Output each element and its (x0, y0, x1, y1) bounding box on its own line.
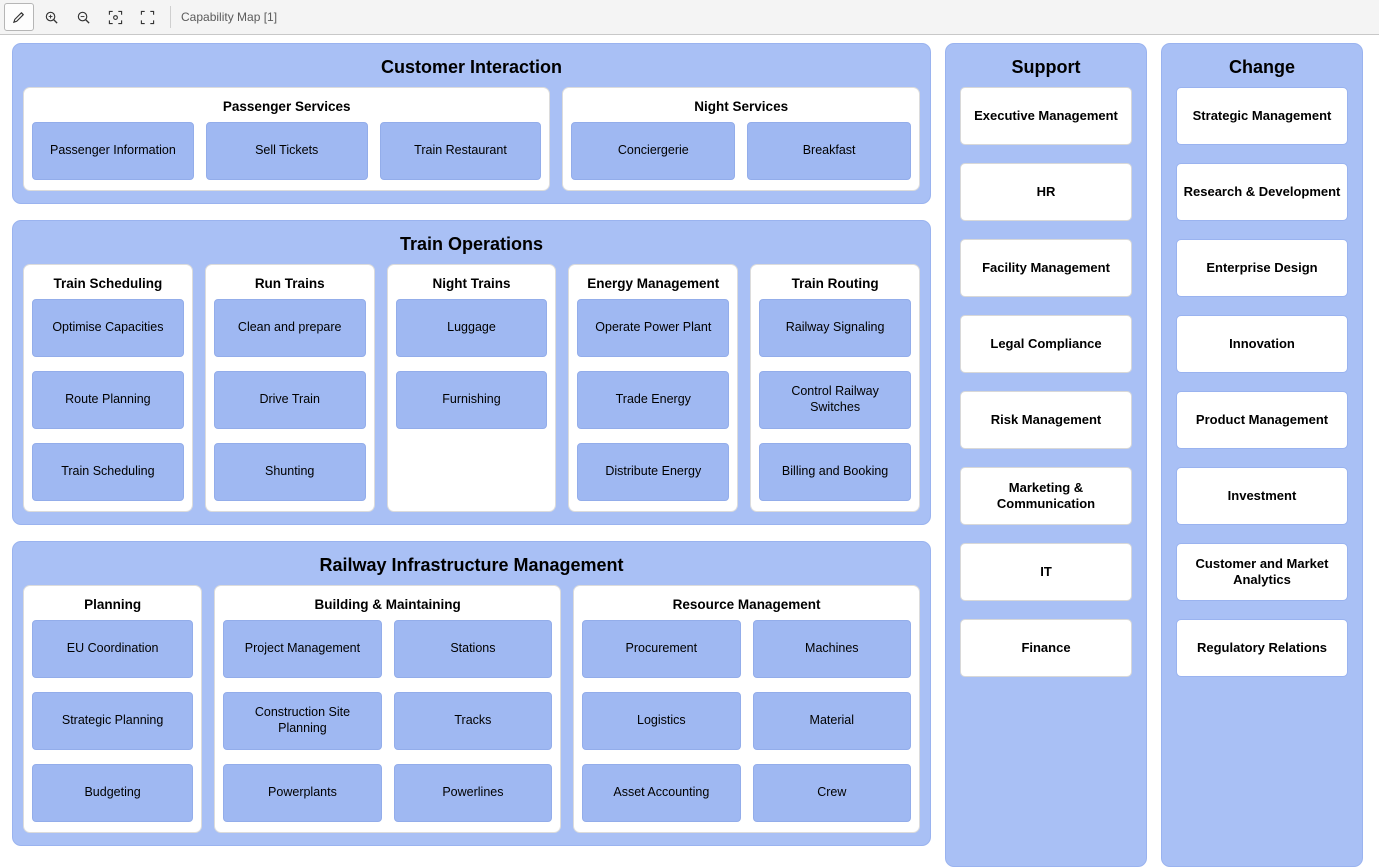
group-support[interactable] (945, 43, 1147, 867)
capability-passenger-information[interactable]: Passenger Information (32, 122, 194, 180)
fit-page-glyph (140, 10, 155, 25)
capability-column (223, 620, 381, 822)
group-title: Customer Interaction (380, 57, 563, 77)
capability-column (214, 299, 366, 501)
capability-breakfast[interactable]: Breakfast (747, 122, 911, 180)
capability-crew[interactable]: Crew (753, 764, 911, 822)
zoom-out-glyph (76, 10, 91, 25)
subgroup-title: Train Routing (791, 276, 879, 291)
capability-column (753, 620, 911, 822)
subgroup-train-scheduling[interactable] (23, 264, 193, 512)
toolbar (0, 0, 1379, 35)
capability-stations[interactable]: Stations (394, 620, 552, 678)
capability-clean-and-prepare[interactable]: Clean and prepare (214, 299, 366, 357)
subgroup-train-routing[interactable] (750, 264, 920, 512)
capability-train-scheduling[interactable]: Train Scheduling (32, 443, 184, 501)
capability-column (747, 122, 911, 180)
subgroup-energy-management[interactable] (568, 264, 738, 512)
capability-columns (223, 620, 552, 822)
capability-procurement[interactable]: Procurement (582, 620, 740, 678)
capability-trade-energy[interactable]: Trade Energy (577, 371, 729, 429)
capability-sell-tickets[interactable]: Sell Tickets (206, 122, 368, 180)
capability-marketing-communication[interactable]: Marketing & Communication (960, 467, 1132, 525)
capability-columns (582, 620, 911, 822)
capability-innovation[interactable]: Innovation (1176, 315, 1348, 373)
capability-luggage[interactable]: Luggage (396, 299, 548, 357)
group-railway-infrastructure-management[interactable] (12, 541, 931, 846)
capability-budgeting[interactable]: Budgeting (32, 764, 193, 822)
capability-optimise-capacities[interactable]: Optimise Capacities (32, 299, 184, 357)
capability-regulatory-relations[interactable]: Regulatory Relations (1176, 619, 1348, 677)
subgroup-passenger-services[interactable] (23, 87, 550, 191)
capability-column (32, 299, 184, 501)
capability-column (571, 122, 735, 180)
capability-risk-management[interactable]: Risk Management (960, 391, 1132, 449)
subgroup-title: Planning (84, 597, 142, 612)
capability-column (380, 122, 542, 180)
capability-product-management[interactable]: Product Management (1176, 391, 1348, 449)
capability-column (32, 620, 193, 822)
document-title: Capability Map [1] (181, 10, 278, 24)
capability-material[interactable]: Material (753, 692, 911, 750)
subgroup-title: Resource Management (672, 597, 821, 612)
capability-executive-management[interactable]: Executive Management (960, 87, 1132, 145)
subgroup-title: Building & Maintaining (314, 597, 461, 612)
capability-machines[interactable]: Machines (753, 620, 911, 678)
capability-column (396, 299, 548, 429)
capability-control-railway-switches[interactable]: Control Railway Switches (759, 371, 911, 429)
capability-shunting[interactable]: Shunting (214, 443, 366, 501)
capability-hr[interactable]: HR (960, 163, 1132, 221)
zoom-out-icon[interactable] (68, 3, 98, 31)
subgroup-title: Passenger Services (222, 99, 351, 114)
subgroup-run-trains[interactable] (205, 264, 375, 512)
capability-strategic-planning[interactable]: Strategic Planning (32, 692, 193, 750)
group-title: Support (1011, 57, 1081, 77)
fit-selection-icon[interactable] (100, 3, 130, 31)
main-groups-column (12, 43, 931, 867)
capability-columns (759, 299, 911, 501)
subgroup-title: Train Scheduling (53, 276, 163, 291)
subgroup-resource-management[interactable] (573, 585, 920, 833)
capability-railway-signaling[interactable]: Railway Signaling (759, 299, 911, 357)
capability-strategic-management[interactable]: Strategic Management (1176, 87, 1348, 145)
group-title: Train Operations (399, 234, 544, 254)
capability-drive-train[interactable]: Drive Train (214, 371, 366, 429)
group-train-operations[interactable] (12, 220, 931, 525)
capability-tracks[interactable]: Tracks (394, 692, 552, 750)
capability-column (759, 299, 911, 501)
pencil-icon[interactable] (4, 3, 34, 31)
capability-route-planning[interactable]: Route Planning (32, 371, 184, 429)
capability-columns (571, 122, 911, 180)
subgroup-night-trains[interactable] (387, 264, 557, 512)
capability-eu-coordination[interactable]: EU Coordination (32, 620, 193, 678)
support-column (945, 43, 1147, 867)
capability-column (582, 620, 740, 822)
subgroup-title: Night Services (694, 99, 789, 114)
capability-billing-and-booking[interactable]: Billing and Booking (759, 443, 911, 501)
capability-column (577, 299, 729, 501)
capability-facility-management[interactable]: Facility Management (960, 239, 1132, 297)
subgroup-row (23, 264, 920, 512)
capability-column (32, 122, 194, 180)
zoom-in-glyph (44, 10, 59, 25)
capability-column (206, 122, 368, 180)
capability-list (960, 87, 1132, 854)
group-title: Change (1228, 57, 1295, 77)
zoom-in-icon[interactable] (36, 3, 66, 31)
capability-legal-compliance[interactable]: Legal Compliance (960, 315, 1132, 373)
subgroup-title: Run Trains (254, 276, 325, 291)
subgroup-building-maintaining[interactable] (214, 585, 561, 833)
capability-columns (396, 299, 548, 429)
pencil-glyph (12, 10, 27, 25)
subgroup-row (23, 87, 920, 191)
subgroup-night-services[interactable] (562, 87, 920, 191)
fit-page-icon[interactable] (132, 3, 162, 31)
capability-train-restaurant[interactable]: Train Restaurant (380, 122, 542, 180)
capability-columns (577, 299, 729, 501)
capability-furnishing[interactable]: Furnishing (396, 371, 548, 429)
capability-columns (32, 620, 193, 822)
capability-powerplants[interactable]: Powerplants (223, 764, 381, 822)
capability-operate-power-plant[interactable]: Operate Power Plant (577, 299, 729, 357)
diagram-columns (0, 35, 1379, 867)
change-column (1161, 43, 1363, 867)
subgroup-title: Night Trains (432, 276, 511, 291)
capability-columns (32, 299, 184, 501)
capability-column (394, 620, 552, 822)
capability-conciergerie[interactable]: Conciergerie (571, 122, 735, 180)
capability-powerlines[interactable]: Powerlines (394, 764, 552, 822)
capability-project-management[interactable]: Project Management (223, 620, 381, 678)
capability-research-development[interactable]: Research & Development (1176, 163, 1348, 221)
subgroup-row (23, 585, 920, 833)
capability-distribute-energy[interactable]: Distribute Energy (577, 443, 729, 501)
diagram-canvas (0, 35, 1379, 867)
toolbar-separator (170, 6, 171, 28)
group-customer-interaction[interactable] (12, 43, 931, 204)
capability-columns (32, 122, 541, 180)
capability-logistics[interactable]: Logistics (582, 692, 740, 750)
capability-columns (214, 299, 366, 501)
capability-asset-accounting[interactable]: Asset Accounting (582, 764, 740, 822)
group-title: Railway Infrastructure Management (319, 555, 624, 575)
capability-enterprise-design[interactable]: Enterprise Design (1176, 239, 1348, 297)
capability-investment[interactable]: Investment (1176, 467, 1348, 525)
subgroup-title: Energy Management (587, 276, 720, 291)
capability-construction-site-planning[interactable]: Construction Site Planning (223, 692, 381, 750)
capability-finance[interactable]: Finance (960, 619, 1132, 677)
fit-selection-glyph (108, 10, 123, 25)
subgroup-planning[interactable] (23, 585, 202, 833)
capability-customer-and-market-analytics[interactable]: Customer and Market Analytics (1176, 543, 1348, 601)
group-change[interactable] (1161, 43, 1363, 867)
capability-list (1176, 87, 1348, 854)
capability-it[interactable]: IT (960, 543, 1132, 601)
